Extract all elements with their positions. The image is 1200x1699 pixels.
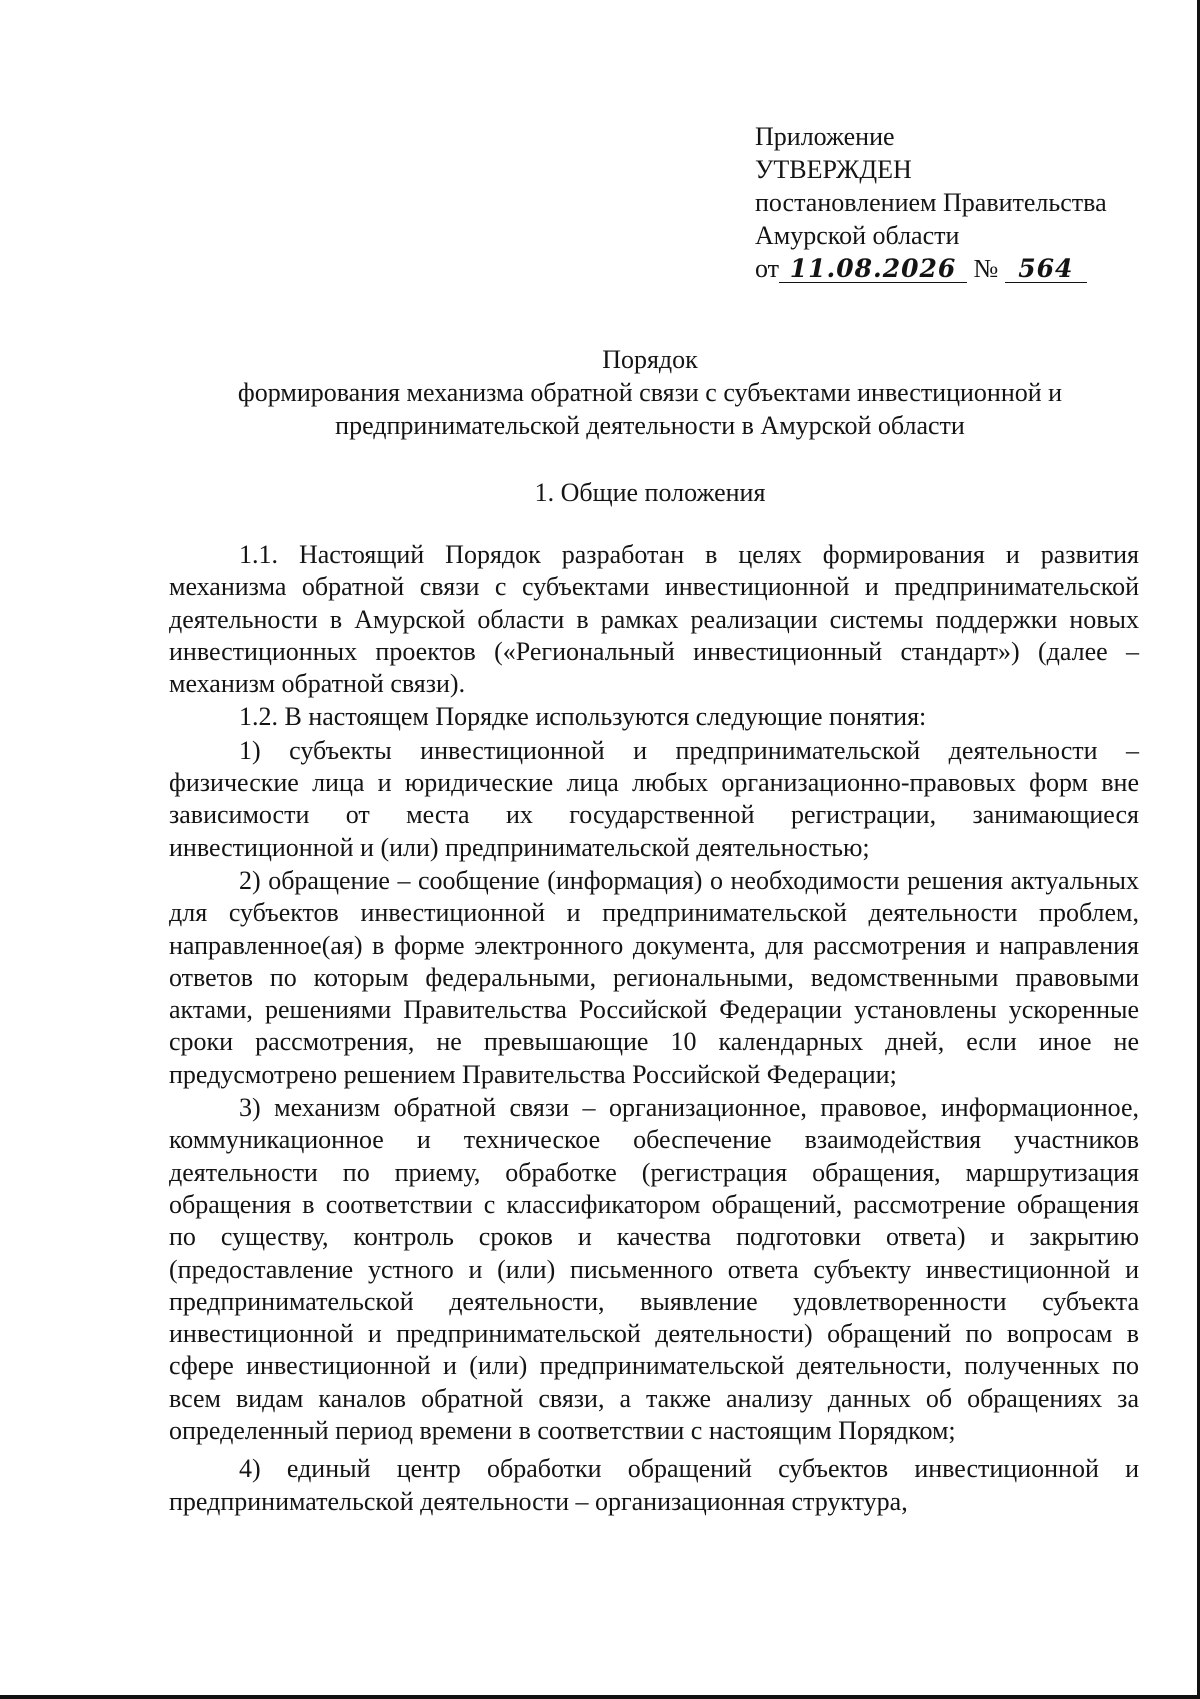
approval-line-approved: УТВЕРЖДЕН [755, 155, 912, 184]
handwritten-number: 564 [1005, 256, 1087, 283]
definition-1: 1) субъекты инвестиционной и предпринимательской деятельности – физические лица и юридические лица любых организационно-правовых форм вне зависимости от места их государственной регистрации, занимающиеся инвестиционной и (или) предпринимательской деятельностью; [169, 735, 1139, 862]
approval-date-number-row [755, 252, 1175, 285]
title-line-1: Порядок [602, 345, 698, 374]
approval-line-region: Амурской области [755, 221, 960, 250]
definition-2: 2) обращение – сообщение (информация) о необходимости решения актуальных для субъектов инвестиционной и предпринимательской деятельности проблем, направленное(ая) в форме электронного документа, для рассмотрения и направления ответов по которым федеральными, региональными, ведомственными правовыми актами, решениями Правительства Российской Федерации установлены ускоренные сроки рассмотрения, не превышающие 10 календарных дней, если иное не предусмотрено решением Правительства Российской Федерации; [169, 865, 1139, 1089]
approval-line-resolution: постановлением Правительства [755, 188, 1107, 217]
definition-3: 3) механизм обратной связи – организационное, правовое, информационное, коммуникационное и техническое обеспечение взаимодействия участников деятельности по приему, обработке (регистрация обращения, маршрутизация обращения в соответствии с классификатором обращений, рассмотрение обращения по существу, контроль сроков и качества подготовки ответа) и закрытию (предоставление устного и (или) письменного ответа субъекту инвестиционной и предпринимательской деятельности, выявление удовлетворенности субъекта инвестиционной и предпринимательской деятельности) обращений по вопросам в сфере инвестиционной и (или) предпринимательской деятельности, полученных по всем видам каналов обратной связи, а также анализу данных об обращениях за определенный период времени в соответствии с настоящим Порядком; [169, 1093, 1139, 1446]
title-line-3: предпринимательской деятельности в Амурской области [335, 411, 965, 440]
definition-4: 4) единый центр обработки обращений субъектов инвестиционной и предпринимательской деятельности – организационная структура, [169, 1454, 1139, 1516]
paragraph-1-1: 1.1. Настоящий Порядок разработан в целях формирования и развития механизма обратной связи с субъектами инвестиционной и предпринимательской деятельности в Амурской области в рамках реализации системы поддержки новых инвестиционных проектов («Региональный инвестиционный стандарт») (далее – механизм обратной связи). [169, 540, 1139, 699]
paragraph-1-2: 1.2. В настоящем Порядке используются следующие понятия: [239, 702, 927, 732]
title-line-2: формирования механизма обратной связи с субъектами инвестиционной и [237, 378, 1063, 407]
approval-line-appendix: Приложение [755, 122, 895, 151]
document-title [160, 343, 1140, 442]
section-heading: 1. Общие положения [534, 478, 766, 507]
document-body [169, 539, 1139, 1518]
approval-block [755, 120, 1175, 285]
scan-border-bottom [0, 1695, 1200, 1699]
handwritten-date: 11.08.2026 [779, 256, 967, 283]
from-label: от [755, 254, 780, 283]
number-sign: № [973, 254, 999, 283]
